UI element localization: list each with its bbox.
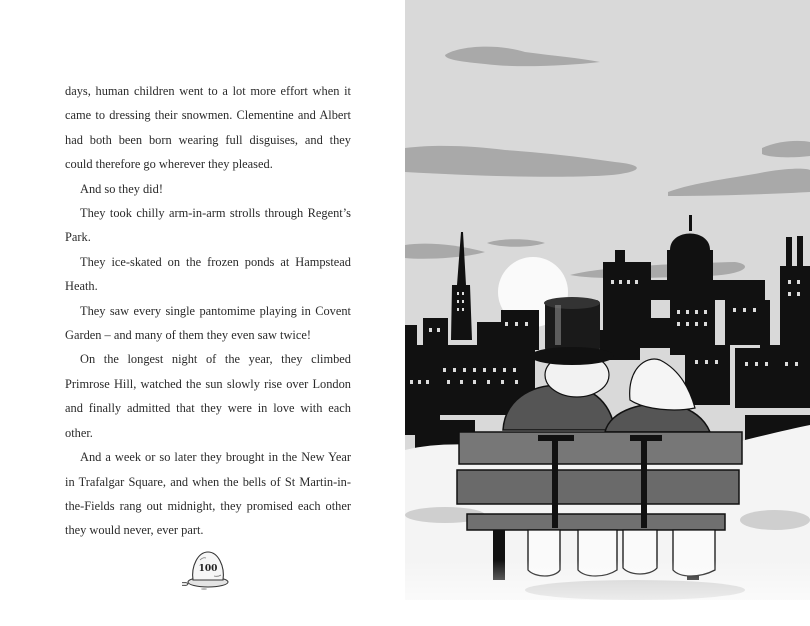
paragraph: And so they did! [80,181,163,196]
page-number-badge [182,540,234,590]
paragraph: They took chilly arm-in-arm strolls through Regent’s Park. [65,206,351,245]
london-bench-illustration [405,0,810,626]
paragraph: They saw every single pantomime playing in Covent Garden – and many of them they even saw twice! [65,303,351,343]
paragraph: And a week or so later they brought in the New Year in Trafalgar Square, and when the bells of St Martin-in-the-Fields rang out midnight, they promised each other they would never, ever part. [65,450,351,538]
paragraph: days, human children went to a lot more effort when it came to dressing their snowmen. Clementine and Albert had both been born wearing full disguises, and they could therefore go wherever they pleased. [65,84,351,172]
paragraph: On the longest night of the year, they climbed Primrose Hill, watched the sun slowly rise over London and finally admitted that they were in love with each other. [65,352,351,440]
right-page-illustration [405,0,810,626]
page-number: 100 [198,564,218,574]
body-text [65,79,351,543]
paragraph: They ice-skated on the frozen ponds at Hampstead Heath. [65,254,351,294]
